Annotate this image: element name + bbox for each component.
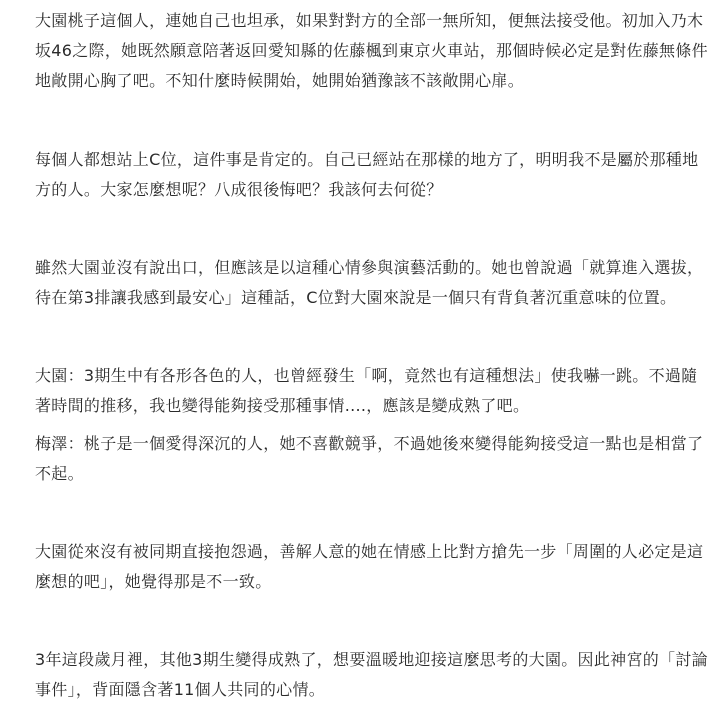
paragraph-quote-umezawa (35, 429, 707, 489)
paragraph-line: 地敞開心胸了吧。不知什麼時候開始，她開始猶豫該不該敞開心扉。 (35, 71, 525, 90)
paragraph-line: 待在第3排讓我感到最安心」這種話，C位對大園來說是一個只有背負著沉重意味的位置。 (35, 288, 677, 307)
paragraph-quote-oozono (35, 361, 707, 421)
paragraph-conclusion (35, 645, 707, 705)
paragraph-line: 麼想的吧」，她覺得那是不一致。 (35, 572, 272, 591)
paragraph-line: 方的人。大家怎麼想呢？八成很後悔吧？我該何去何從？ (35, 180, 443, 199)
paragraph-line: 大園桃子這個人，連她自己也坦承，如果對對方的全部一無所知，便無法接受他。初加入乃木 (35, 11, 704, 30)
paragraph-line: 梅澤：桃子是一個愛得深沉的人，她不喜歡競爭，不過她後來變得能夠接受這一點也是相當了 (35, 434, 704, 453)
paragraph-line: 3年這段歲月裡，其他3期生變得成熟了，想要溫暖地迎接這麼思考的大園。因此神宮的「討論 (35, 650, 708, 669)
paragraph-line: 著時間的推移，我也變得能夠接受那種事情....，應該是變成熟了吧。 (35, 396, 530, 415)
paragraph-line: 每個人都想站上C位，這件事是肯定的。自己已經站在那樣的地方了，明明我不是屬於那種地 (35, 150, 699, 169)
paragraph-line: 大園從來沒有被同期直接抱怨過，善解人意的她在情感上比對方搶先一步「周圍的人必定是這 (35, 542, 704, 561)
paragraph-center-position (35, 145, 707, 205)
paragraph-line: 雖然大園並沒有說出口，但應該是以這種心情參與演藝活動的。她也曾說過「就算進入選拔， (35, 258, 704, 277)
paragraph-empathy (35, 537, 707, 597)
paragraph-intro (35, 6, 707, 96)
paragraph-third-row (35, 253, 707, 313)
paragraph-line: 大園：3期生中有各形各色的人，也曾經發生「啊，竟然也有這種想法」使我嚇一跳。不過隨 (35, 366, 698, 385)
paragraph-line: 事件」，背面隱含著11個人共同的心情。 (35, 680, 326, 699)
paragraph-line: 不起。 (35, 464, 84, 483)
paragraph-line: 坂46之際，她既然願意陪著返回愛知縣的佐藤楓到東京火車站，那個時候必定是對佐藤無條件 (35, 41, 708, 60)
